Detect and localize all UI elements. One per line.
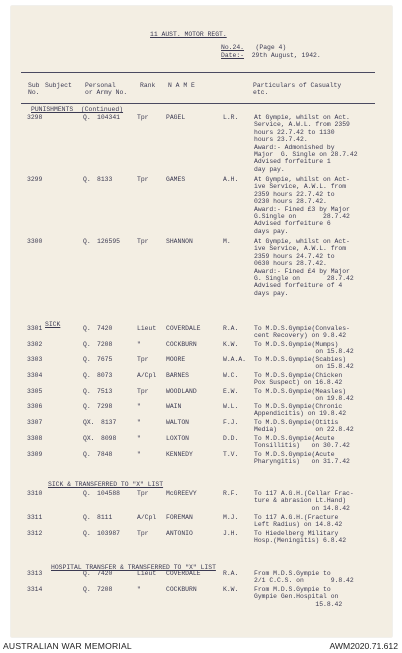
army-number: 7513 [97, 388, 113, 395]
sub-number: 3314 [27, 586, 43, 593]
particulars-text: To M.D.S.Gympie(Acute Tonsillitis) on 30.7.42 [254, 435, 350, 450]
army-number: 7208 [97, 341, 113, 348]
army-number: 8137 [101, 419, 117, 426]
date-line [221, 52, 321, 59]
surname: ANTONIO [166, 530, 193, 537]
rank: " [137, 586, 141, 593]
initials: W.L. [223, 403, 239, 410]
sub-number: 3313 [27, 570, 43, 577]
initials: A.H. [223, 176, 239, 183]
army-number: 7420 [97, 570, 113, 577]
army-number: 7675 [97, 356, 113, 363]
number-prefix: Q. [83, 114, 91, 121]
number-prefix: QX. [83, 419, 95, 426]
sub-number: 3298 [27, 114, 43, 121]
number-prefix: Q. [83, 325, 91, 332]
col-name: N A M E [168, 82, 195, 89]
sub-number: 3306 [27, 403, 43, 410]
rank: Tpr [137, 530, 149, 537]
rank: " [137, 419, 141, 426]
army-number: 8098 [101, 435, 117, 442]
section-hosp-x: HOSPITAL TRANSFER & TRANSFERRED TO "X" LIST [51, 564, 216, 571]
initials: E.W. [223, 388, 239, 395]
rank: Tpr [137, 356, 149, 363]
rank: Tpr [137, 114, 149, 121]
particulars-text: From M.D.S.Gympie to 2/1 C.C.S. on 9.8.42 [254, 570, 354, 585]
particulars-text: To M.D.S.Gympie(Otitis Media) on 22.8.42 [254, 419, 354, 434]
initials: D.D. [223, 435, 239, 442]
sub-number: 3300 [27, 238, 43, 245]
initials: T.V. [223, 451, 239, 458]
sub-number: 3304 [27, 372, 43, 379]
rank: A/Cpl [137, 372, 157, 379]
surname: COVERDALE [166, 325, 201, 332]
army-number: 7208 [97, 586, 113, 593]
particulars-text: From M.D.S.Gympie to Gympie Gen.Hospital on 15.8.42 [254, 586, 343, 608]
col-sub-no: Sub No. [28, 82, 40, 97]
sub-number: 3302 [27, 341, 43, 348]
rank: Lieut [137, 570, 157, 577]
number-prefix: Q. [83, 451, 91, 458]
particulars-text: To 117 A.G.H.(Fracture Left Radius) on 14.8.42 [254, 514, 343, 529]
rank: " [137, 435, 141, 442]
number-prefix: Q. [83, 388, 91, 395]
army-number: 8111 [97, 514, 113, 521]
surname: COCKBURN [166, 586, 197, 593]
rank: Tpr [137, 238, 149, 245]
initials: R.A. [223, 325, 239, 332]
sub-number: 3303 [27, 356, 43, 363]
surname: MOORE [166, 356, 186, 363]
surname: PAGEL [166, 114, 186, 121]
col-rank: Rank [140, 82, 156, 89]
number-prefix: Q. [83, 570, 91, 577]
number-prefix: Q. [83, 372, 91, 379]
surname: WOODLAND [166, 388, 197, 395]
number-prefix: Q. [83, 514, 91, 521]
sub-number: 3312 [27, 530, 43, 537]
rank: Tpr [137, 176, 149, 183]
rank: " [137, 403, 141, 410]
surname: GAMES [166, 176, 186, 183]
top-rule [21, 72, 375, 73]
particulars-text: To M.D.S.Gympie(Chicken Pox Suspect) on 16.8.42 [254, 372, 343, 387]
surname: WALTON [166, 419, 190, 426]
particulars-text: To M.D.S.Gympie(Acute Pharyngitis) on 31.7.42 [254, 451, 350, 466]
army-number: 8073 [97, 372, 113, 379]
number-prefix: Q. [83, 530, 91, 537]
order-number: No.24. [221, 44, 245, 51]
rank: Tpr [137, 490, 149, 497]
particulars-text: To M.D.S.Gympie(Chronic Appendicitis) on 19.8.42 [254, 403, 347, 418]
footer-source: AUSTRALIAN WAR MEMORIAL [3, 641, 132, 651]
surname: BARNES [166, 372, 190, 379]
surname: COCKBURN [166, 341, 197, 348]
initials: W.A.A. [223, 356, 247, 363]
footer-bar [0, 638, 402, 653]
initials: F.J. [223, 419, 239, 426]
army-number: 126595 [97, 238, 121, 245]
sub-number: 3305 [27, 388, 43, 395]
initials: K.W. [223, 341, 239, 348]
header-rule [21, 103, 375, 104]
particulars-text: To M.D.S.Gympie(Mumps) on 15.8.42 [254, 341, 354, 356]
number-prefix: QX. [83, 435, 95, 442]
initials: R.A. [223, 570, 239, 577]
particulars-text: At Gympie, whilst on Act. Service, A.W.L. from 2359 hours 22.7.42 to 1130 hours 23.7.42. Award:- Admonished by Major G. Single on 28.7.42 Advised forfeiture 1 day pay. [254, 114, 358, 173]
sub-number: 3299 [27, 176, 43, 183]
surname: McGREEVY [166, 490, 197, 497]
surname: COVERDALE [166, 570, 201, 577]
surname: LOXTON [166, 435, 190, 442]
army-number: 7298 [97, 403, 113, 410]
number-prefix: Q. [83, 341, 91, 348]
surname: WAIN [166, 403, 182, 410]
sub-number: 3311 [27, 514, 43, 521]
col-particulars: Particulars of Casualty etc. [253, 82, 342, 97]
page-number: (Page 4) [255, 44, 287, 51]
section-sick-x: SICK & TRANSFERRED TO "X" LIST [48, 481, 164, 488]
initials: M.J. [223, 514, 239, 521]
army-number: 104341 [97, 114, 121, 121]
rank: " [137, 341, 141, 348]
rank: " [137, 451, 141, 458]
initials: L.R. [223, 114, 239, 121]
number-prefix: Q. [83, 586, 91, 593]
sub-number: 3307 [27, 419, 43, 426]
col-personal-no: Personal or Army No. [85, 82, 128, 97]
particulars-text: To Hiedelberg Military Hosp.(Meningitis) 6.8.42 [254, 530, 347, 545]
number-prefix: Q. [83, 403, 91, 410]
order-number-line [221, 44, 286, 51]
number-prefix: Q. [83, 238, 91, 245]
date-value: 29th August, 1942. [251, 52, 321, 59]
initials: M. [223, 238, 231, 245]
army-number: 7420 [97, 325, 113, 332]
initials: W.C. [223, 372, 239, 379]
initials: K.W. [223, 586, 239, 593]
particulars-text: To 117 A.G.H.(Cellar Frac- ture & abrasion Lt.Hand) on 14.8.42 [254, 490, 354, 512]
section-sick: SICK [45, 321, 61, 328]
number-prefix: Q. [83, 490, 91, 497]
particulars-text: At Gympie, whilst on Act- ive Service, A.W.L. from 2359 hours 24.7.42 to 0630 hours 28.7.42. Award:- Fined £4 by Major G. Single on 28.7.42 Advised forfeiture of 4 days pay. [254, 238, 354, 297]
particulars-text: At Gympie, whilst on Act- ive Service, A.W.L. from 2359 hours 22.7.42 to 0230 hours 28.7.42. Award:- Fined £3 by Major G.Single on 28.7.42 Advised forfeiture 6 days pay. [254, 176, 350, 235]
sub-number: 3308 [27, 435, 43, 442]
rank: Lieut [137, 325, 157, 332]
surname: FOREMAN [166, 514, 193, 521]
army-number: 7848 [97, 451, 113, 458]
surname: KENNEDY [166, 451, 193, 458]
sub-number: 3310 [27, 490, 43, 497]
initials: J.H. [223, 530, 239, 537]
col-subject: Subject [45, 82, 72, 89]
rank: A/Cpl [137, 514, 157, 521]
army-number: 103987 [97, 530, 121, 537]
particulars-text: To M.D.S.Gympie(Scabies) on 15.8.42 [254, 356, 354, 371]
rank: Tpr [137, 388, 149, 395]
particulars-text: To M.D.S.Gympie(Convales- cent Recovery) on 9.8.42 [254, 325, 350, 340]
section-punishments: PUNISHMENTS (Continued) [31, 106, 124, 113]
number-prefix: Q. [83, 176, 91, 183]
army-number: 104588 [97, 490, 121, 497]
unit-title: 11 AUST. MOTOR REGT. [150, 31, 227, 38]
date-label: Date:- [221, 52, 245, 59]
sub-number: 3301 [27, 325, 43, 332]
sub-number: 3309 [27, 451, 43, 458]
number-prefix: Q. [83, 356, 91, 363]
footer-accession: AWM2020.71.612 [329, 641, 398, 651]
particulars-text: To M.D.S.Gympie(Measles) on 19.8.42 [254, 388, 354, 403]
surname: SHANNON [166, 238, 193, 245]
army-number: 8133 [97, 176, 113, 183]
initials: R.F. [223, 490, 239, 497]
